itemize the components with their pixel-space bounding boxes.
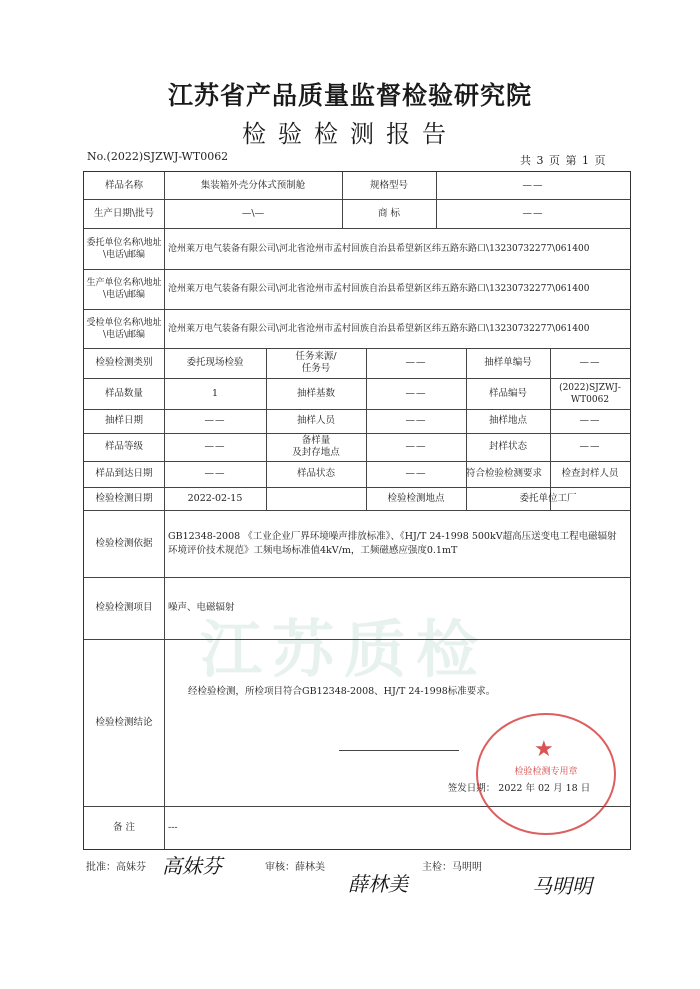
value-test-place: 委托单位工厂 [519, 492, 577, 504]
label-sampler: 抽样人员 [296, 415, 335, 426]
value-conclusion: 经检验检测，所检项目符合GB12348-2008、HJ/T 24-1998标准要求。 [188, 686, 496, 697]
label-sample-qty: 样品数量 [104, 387, 143, 399]
label-sample-grade: 样品等级 [104, 441, 143, 452]
value-test-type: 委托现场检验 [186, 357, 244, 368]
label-client: 委托单位名称\地址\电话\邮编 [86, 237, 162, 260]
label-reserve: 备样量 及封存地点 [292, 435, 340, 458]
label-sampling-no: 抽样单编号 [484, 357, 532, 368]
label-task-source: 任务来源/ 任务号 [295, 351, 337, 374]
value-test-date: 2022-02-15 [187, 492, 243, 504]
value-sample-grade: —— [204, 441, 226, 452]
label-prod-date: 生产日期\批号 [93, 207, 155, 219]
value-basis: GB12348-2008 《工业企业厂界环境噪声排放标准》、《HJ/T 24-1998 500kV超高压送变电工程电磁辐射环境评价技术规范》工频电场标准值4kV/m，工频磁感应强度0.1mT [168, 530, 617, 556]
institute-title: 江苏省产品质量监督检验研究院 [167, 81, 532, 110]
label-sample-no: 样品编号 [488, 387, 527, 399]
label-inspected: 受检单位名称\地址\电话\邮编 [86, 317, 162, 340]
value-task-source: —— [405, 357, 427, 368]
label-remarks: 备 注 [112, 821, 136, 833]
label-sample-status: 样品状态 [296, 468, 335, 479]
value-sample-status: —— [405, 468, 427, 479]
label-sampling-base: 抽样基数 [296, 387, 335, 399]
value-sample-qty: 1 [211, 387, 219, 399]
document-title: 检验检测报告 [242, 120, 458, 148]
label-sample-name: 样品名称 [104, 179, 143, 191]
stamp-text: 检验检测专用章 [514, 767, 578, 777]
label-checker: 检查封样人员 [561, 468, 619, 479]
label-test-place: 检验检测地点 [387, 492, 445, 504]
label-sampling-place: 抽样地点 [488, 415, 527, 426]
value-seal-status: —— [579, 441, 601, 452]
label-seal-status: 封样状态 [488, 441, 527, 452]
label-test-date: 检验检测日期 [95, 492, 153, 504]
approver-label: 批准：高妹芬 [86, 862, 146, 873]
label-test-type: 检验检测类别 [95, 357, 153, 368]
label-sampling-date: 抽样日期 [104, 415, 143, 426]
label-conform: 符合检验检测要求 [465, 468, 542, 479]
value-prod-date: —\— [241, 207, 265, 219]
value-reserve: —— [405, 441, 427, 452]
label-arrival-date: 样品到达日期 [95, 468, 153, 479]
label-items: 检验检测项目 [95, 602, 153, 613]
value-spec: —— [522, 179, 544, 191]
value-items: 噪声、电磁辐射 [168, 602, 235, 613]
value-producer: 沧州莱万电气装备有限公司\河北省沧州市孟村回族自治县希望新区纬五路东路口\13230732277\061400 [168, 284, 590, 294]
value-sampler: —— [405, 415, 427, 426]
inspector-label: 主检：马明明 [422, 862, 482, 873]
value-sampling-place: —— [579, 415, 601, 426]
page-info: 共 3 页 第 1 页 [520, 154, 607, 167]
value-trademark: —— [522, 207, 544, 219]
label-conclusion: 检验检测结论 [95, 716, 153, 728]
report-number: No.(2022)SJZWJ-WT0062 [87, 150, 229, 163]
watermark: 江苏质检 [200, 613, 489, 686]
stamp-star-icon: ★ [534, 737, 554, 762]
inspection-stamp [476, 713, 616, 835]
inspector-signature: 马明明 [532, 874, 592, 898]
value-sampling-date: —— [204, 415, 226, 426]
issue-date: 签发日期： 2022 年 02 月 18 日 [447, 783, 591, 794]
value-sampling-no: —— [579, 357, 601, 368]
value-sampling-base: —— [405, 387, 427, 399]
label-basis: 检验检测依据 [95, 537, 153, 549]
label-producer: 生产单位名称\地址\电话\邮编 [86, 278, 162, 300]
reviewer-label: 审核：薛林美 [265, 862, 325, 873]
reviewer-signature: 薛林美 [348, 872, 408, 896]
value-sample-name: 集装箱外壳分体式预制舱 [200, 179, 306, 191]
value-client: 沧州莱万电气装备有限公司\河北省沧州市孟村回族自治县希望新区纬五路东路口\13230732277\061400 [168, 243, 590, 254]
approver-signature: 高妹芬 [162, 854, 222, 878]
value-arrival-date: —— [204, 468, 226, 479]
value-inspected: 沧州莱万电气装备有限公司\河北省沧州市孟村回族自治县希望新区纬五路东路口\13230732277\061400 [168, 323, 590, 334]
value-sample-no: (2022)SJZWJ-WT0062 [559, 382, 621, 405]
label-trademark: 商 标 [377, 207, 401, 219]
label-spec: 规格型号 [369, 179, 408, 191]
value-remarks: --- [168, 821, 178, 833]
